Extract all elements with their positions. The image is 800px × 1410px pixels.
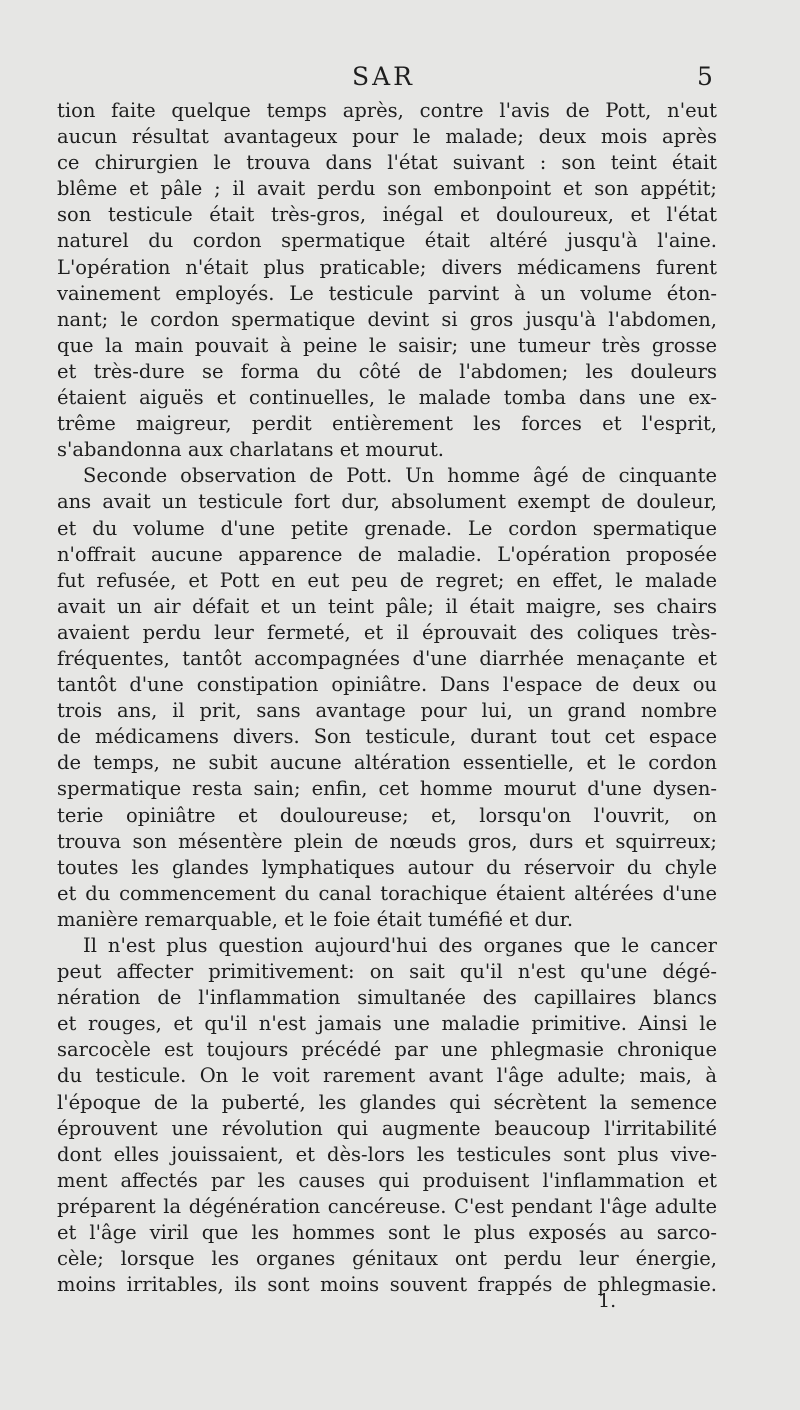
text-line: préparent la dégénération cancéreuse. C'est pendant l'âge adulte (57, 1194, 717, 1218)
text-line: que la main pouvait à peine le saisir; une tumeur très grosse (57, 333, 717, 357)
text-line: tion faite quelque temps après, contre l'avis de Pott, n'eut (57, 99, 717, 122)
text-line: sarcocèle est toujours précédé par une phlegmasie chronique (57, 1038, 717, 1062)
paragraph-end-line: s'abandonna aux charlatans et mourut. (57, 438, 445, 462)
text-line: ment affectés par les causes qui produisent l'inflammation et (57, 1168, 717, 1192)
text-line: du testicule. On le voit rarement avant l'âge adulte; mais, à (57, 1064, 717, 1088)
text-line: trême maigreur, perdit entièrement les forces et l'esprit, (57, 412, 717, 436)
text-line: spermatique resta sain; enfin, cet homme mourut d'une dysen- (57, 777, 717, 801)
paragraph-start-line: Il n'est plus question aujourd'hui des organes que le cancer (83, 934, 717, 957)
text-line: blême et pâle ; il avait perdu son embonpoint et son appétit; (57, 177, 717, 201)
text-line: avaient perdu leur fermeté, et il éprouvait des coliques très- (57, 620, 717, 644)
text-line: étaient aiguës et continuelles, le malade tomba dans une ex- (57, 386, 717, 410)
paragraph-start-line: Seconde observation de Pott. Un homme âgé de cinquante (83, 464, 717, 488)
text-line: toutes les glandes lymphatiques autour du réservoir du chyle (57, 855, 717, 879)
text-line: peut affecter primitivement: on sait qu'il n'est qu'une dégé- (57, 960, 717, 984)
text-line: aucun résultat avantageux pour le malade; deux mois après (57, 125, 717, 149)
text-line: L'opération n'était plus praticable; divers médicamens furent (57, 255, 717, 279)
text-line: et l'âge viril que les hommes sont le plus exposés au sarco- (57, 1221, 717, 1245)
text-line: vainement employés. Le testicule parvint à un volume éton- (57, 281, 717, 305)
running-title: SAR (352, 62, 416, 91)
text-line: et très-dure se forma du côté de l'abdomen; les douleurs (57, 359, 717, 383)
text-line: dont elles jouissaient, et dès-lors les testicules sont plus vive- (57, 1142, 717, 1166)
text-line: et rouges, et qu'il n'est jamais une maladie primitive. Ainsi le (57, 1012, 717, 1036)
text-line: cèle; lorsque les organes génitaux ont perdu leur énergie, (57, 1247, 717, 1271)
text-line: fut refusée, et Pott en eut peu de regret; en effet, le malade (57, 568, 717, 592)
text-line: ce chirurgien le trouva dans l'état suivant : son teint était (57, 151, 717, 175)
text-line: et du commencement du canal torachique étaient altérées d'une (57, 881, 717, 905)
page-number: 5 (697, 62, 713, 91)
running-head (0, 62, 800, 94)
text-line: trouva son mésentère plein de nœuds gros, durs et squirreux; (57, 829, 717, 853)
text-line: et du volume d'une petite grenade. Le cordon spermatique (57, 516, 717, 540)
body-text (57, 98, 717, 1298)
text-line: terie opiniâtre et douloureuse; et, lorsqu'on l'ouvrit, on (57, 803, 717, 827)
text-line: fréquentes, tantôt accompagnées d'une diarrhée menaçante et (57, 646, 717, 670)
text-line: nant; le cordon spermatique devint si gros jusqu'à l'abdomen, (57, 307, 717, 331)
text-line: de temps, ne subit aucune altération essentielle, et le cordon (57, 751, 717, 775)
text-line: de médicamens divers. Son testicule, durant tout cet espace (57, 725, 717, 749)
text-line: tantôt d'une constipation opiniâtre. Dans l'espace de deux ou (57, 673, 717, 697)
text-line: l'époque de la puberté, les glandes qui sécrètent la semence (57, 1090, 717, 1114)
text-line: avait un air défait et un teint pâle; il était maigre, ses chairs (57, 594, 717, 618)
text-line: éprouvent une révolution qui augmente beaucoup l'irritabilité (57, 1116, 717, 1140)
text-line: trois ans, il prit, sans avantage pour lui, un grand nombre (57, 699, 717, 723)
text-line: ans avait un testicule fort dur, absolument exempt de douleur, (57, 490, 717, 514)
text-line: moins irritables, ils sont moins souvent frappés de phlegmasie. (57, 1273, 717, 1297)
catchword: 1. (598, 1290, 617, 1312)
text-line: son testicule était très-gros, inégal et douloureux, et l'état (57, 203, 717, 227)
text-line: n'offrait aucune apparence de maladie. L'opération proposée (57, 542, 717, 566)
text-line: nération de l'inflammation simultanée des capillaires blancs (57, 986, 717, 1010)
paragraph-end-line: manière remarquable, et le foie était tuméfié et dur. (57, 907, 574, 931)
text-line: naturel du cordon spermatique était altéré jusqu'à l'aine. (57, 229, 717, 253)
